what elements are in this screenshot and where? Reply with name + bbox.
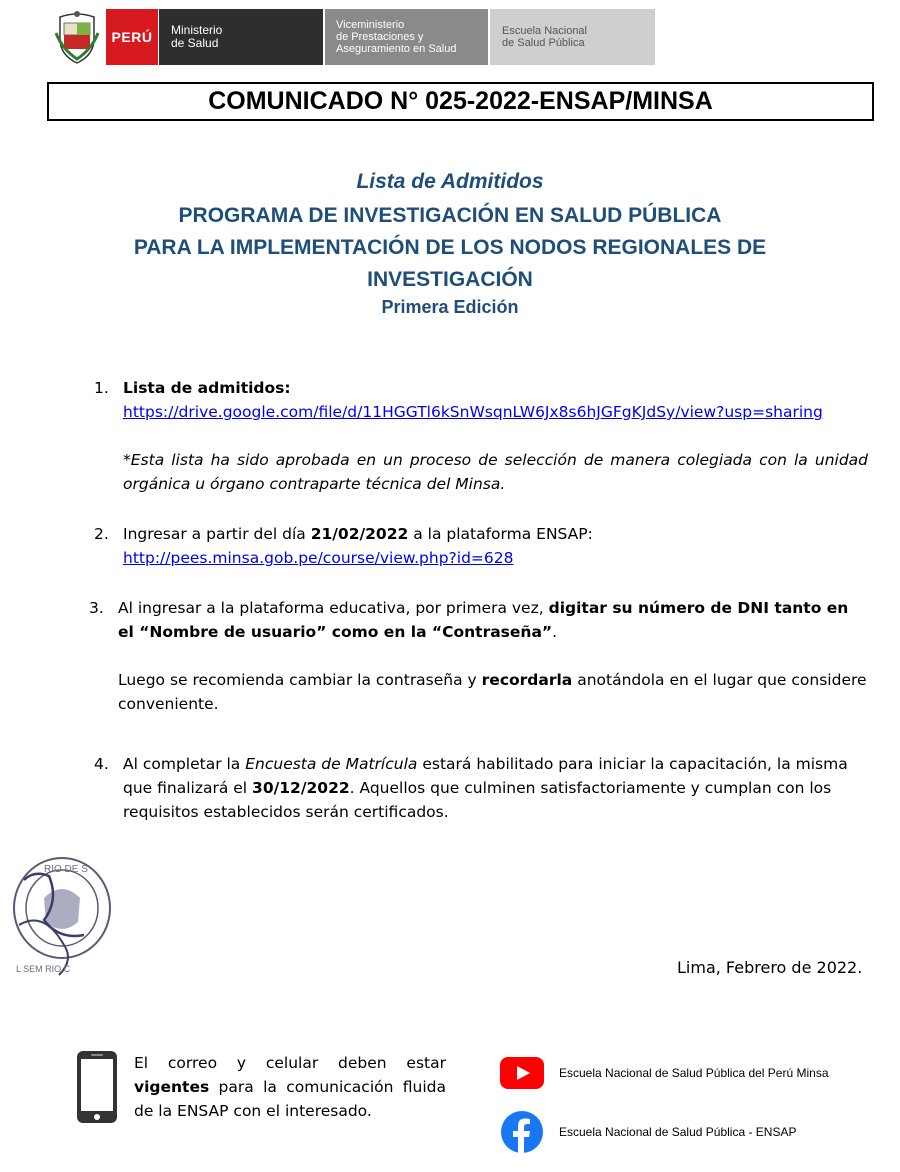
mobile-phone-icon — [76, 1050, 118, 1124]
program-title-line1: PROGRAMA DE INVESTIGACIÓN EN SALUD PÚBLICA — [178, 204, 722, 227]
coat-of-arms-icon — [54, 9, 100, 65]
list-item — [123, 376, 868, 496]
item-text: Al completar la — [123, 755, 246, 773]
program-title — [0, 200, 900, 296]
item-text: . Aquellos que culminen satisfactoriamente y cumplan con los requisitos establecidos serán certificados. — [123, 779, 832, 821]
contact-text: para la comunicación fluida de la ENSAP con el interesado. — [134, 1078, 446, 1120]
viceministry-label: Viceministerio de Prestaciones y Aseguramiento en Salud — [325, 9, 488, 65]
item-text: anotándola en el lugar que considere conveniente. — [118, 671, 867, 713]
remember-word: recordarla — [481, 671, 573, 689]
official-seal-stamp — [4, 850, 114, 980]
item-text: Luego se recomienda cambiar la contraseña y — [118, 671, 482, 689]
program-title-line3: INVESTIGACIÓN — [367, 268, 533, 291]
ministry-label: Ministerio de Salud — [158, 9, 323, 65]
communique-title-box — [47, 82, 874, 121]
contact-text: El correo y celular deben estar — [134, 1054, 446, 1072]
contact-bold: vigentes — [134, 1078, 210, 1096]
item-number: 4. — [94, 755, 109, 773]
subtitle: Lista de Admitidos — [356, 170, 544, 193]
item-number: 2. — [94, 525, 109, 543]
platform-link[interactable]: http://pees.minsa.gob.pe/course/view.php?id=628 — [123, 549, 514, 567]
country-label: PERÚ — [106, 9, 158, 65]
enrollment-survey: Encuesta de Matrícula — [245, 755, 418, 773]
facebook-page[interactable] — [500, 1110, 796, 1154]
youtube-channel[interactable] — [500, 1057, 829, 1089]
item-number: 3. — [89, 599, 104, 617]
start-date: 21/02/2022 — [310, 525, 409, 543]
facebook-label: Escuela Nacional de Salud Pública - ENSAP — [559, 1125, 797, 1139]
facebook-icon — [500, 1110, 544, 1154]
communique-title: COMUNICADO N° 025-2022-ENSAP/MINSA — [208, 87, 713, 115]
item-text: Al ingresar a la plataforma educativa, por primera vez, — [118, 599, 549, 617]
svg-text:RIO DE S: RIO DE S — [44, 864, 88, 875]
school-label: Escuela Nacional de Salud Pública — [490, 9, 655, 65]
item-text: a la plataforma ENSAP: — [408, 525, 593, 543]
youtube-label: Escuela Nacional de Salud Pública del Perú Minsa — [559, 1066, 829, 1080]
item-text: Ingresar a partir del día — [123, 525, 311, 543]
svg-text:L SEM RIO C: L SEM RIO C — [16, 964, 71, 974]
item-number: 1. — [94, 379, 109, 397]
list-item — [123, 752, 863, 824]
admitted-list-link[interactable]: https://drive.google.com/file/d/11HGGTl6kSnWsqnLW6Jx8s6hJGFgKJdSy/view?usp=sharing — [123, 403, 823, 421]
list-item — [118, 596, 868, 716]
admitted-list-heading: Lista de admitidos: — [123, 379, 291, 397]
youtube-icon — [500, 1057, 544, 1089]
end-date: 30/12/2022 — [252, 779, 350, 797]
item-text: . — [552, 623, 558, 641]
item-text: estará habilitado para iniciar la capacitación, la misma que finalizará el — [123, 755, 848, 797]
date-place: Lima, Febrero de 2022. — [677, 958, 863, 977]
program-title-line2: PARA LA IMPLEMENTACIÓN DE LOS NODOS REGIONALES DE — [133, 236, 767, 259]
dni-instruction: digitar su número de DNI tanto en el “Nombre de usuario” como en la “Contraseña” — [118, 599, 849, 641]
edition-label: Primera Edición — [381, 297, 519, 317]
contact-note — [134, 1051, 446, 1123]
header-banner — [54, 9, 655, 65]
list-item — [123, 522, 868, 570]
admitted-list-note: *Esta lista ha sido aprobada en un proceso de selección de manera colegiada con la unidad orgánica u órgano contraparte técnica del Minsa. — [123, 451, 868, 493]
